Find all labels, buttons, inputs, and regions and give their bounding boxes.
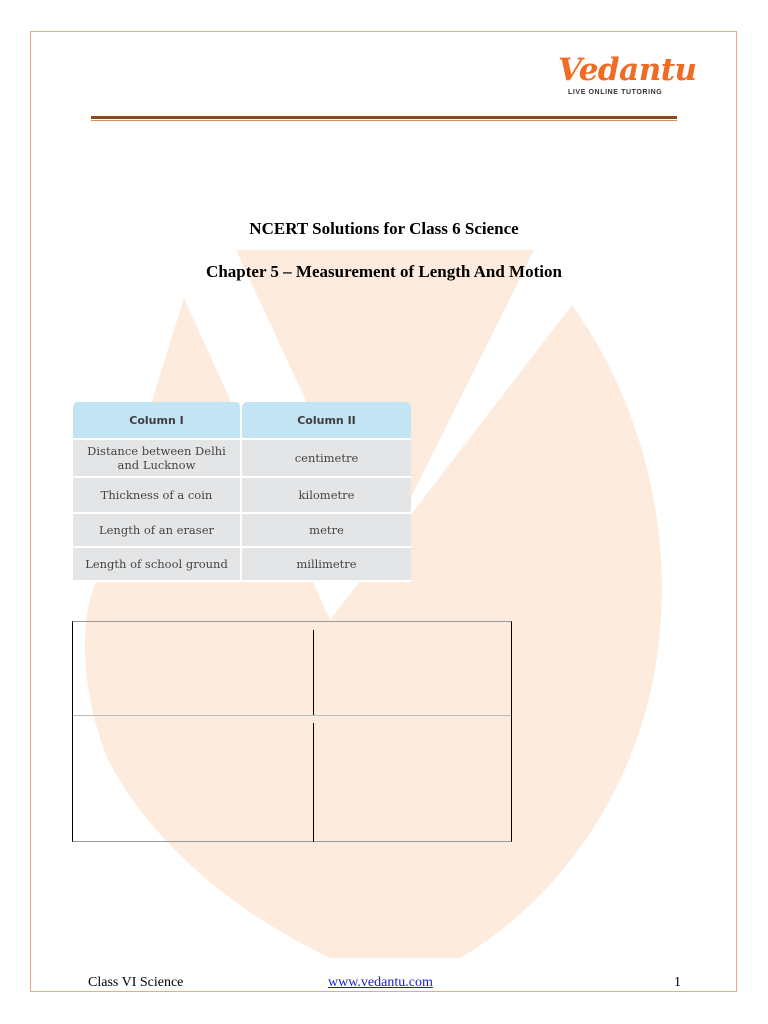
table-cell: Distance between Delhi and Lucknow xyxy=(73,440,242,478)
vedantu-logo xyxy=(558,52,697,104)
answer-cell xyxy=(73,622,313,715)
answer-cell xyxy=(314,716,511,842)
header-rule xyxy=(91,116,677,119)
table-row xyxy=(73,478,411,514)
row-divider xyxy=(73,715,511,716)
table-cell: metre xyxy=(242,514,411,548)
logo-wordmark: Vedantu xyxy=(558,52,697,88)
table-cell: Length of school ground xyxy=(73,548,242,582)
answer-cell xyxy=(73,716,313,842)
table-row xyxy=(73,548,411,582)
logo-tagline: LIVE ONLINE TUTORING xyxy=(568,89,663,96)
table-row xyxy=(73,440,411,478)
answer-cell xyxy=(314,622,511,715)
footer-subject: Class VI Science xyxy=(88,975,184,990)
table-cell: millimetre xyxy=(242,548,411,582)
table-cell: Thickness of a coin xyxy=(73,478,242,514)
table-row xyxy=(73,514,411,548)
table-cell: kilometre xyxy=(242,478,411,514)
table-header-row xyxy=(73,402,411,440)
footer-website-link[interactable]: www.vedantu.com xyxy=(328,975,433,990)
document-title: NCERT Solutions for Class 6 Science xyxy=(249,219,519,238)
answer-table xyxy=(72,621,512,842)
page-number: 1 xyxy=(674,975,681,990)
table-cell: centimetre xyxy=(242,440,411,478)
column-divider xyxy=(313,723,314,842)
chapter-title: Chapter 5 – Measurement of Length And Motion xyxy=(206,262,562,281)
column-header-1: Column I xyxy=(73,402,242,440)
column-divider xyxy=(313,630,314,715)
header-rule-thin xyxy=(91,120,677,121)
table-cell: Length of an eraser xyxy=(73,514,242,548)
column-header-2: Column II xyxy=(242,402,411,440)
match-columns-table xyxy=(73,402,411,582)
